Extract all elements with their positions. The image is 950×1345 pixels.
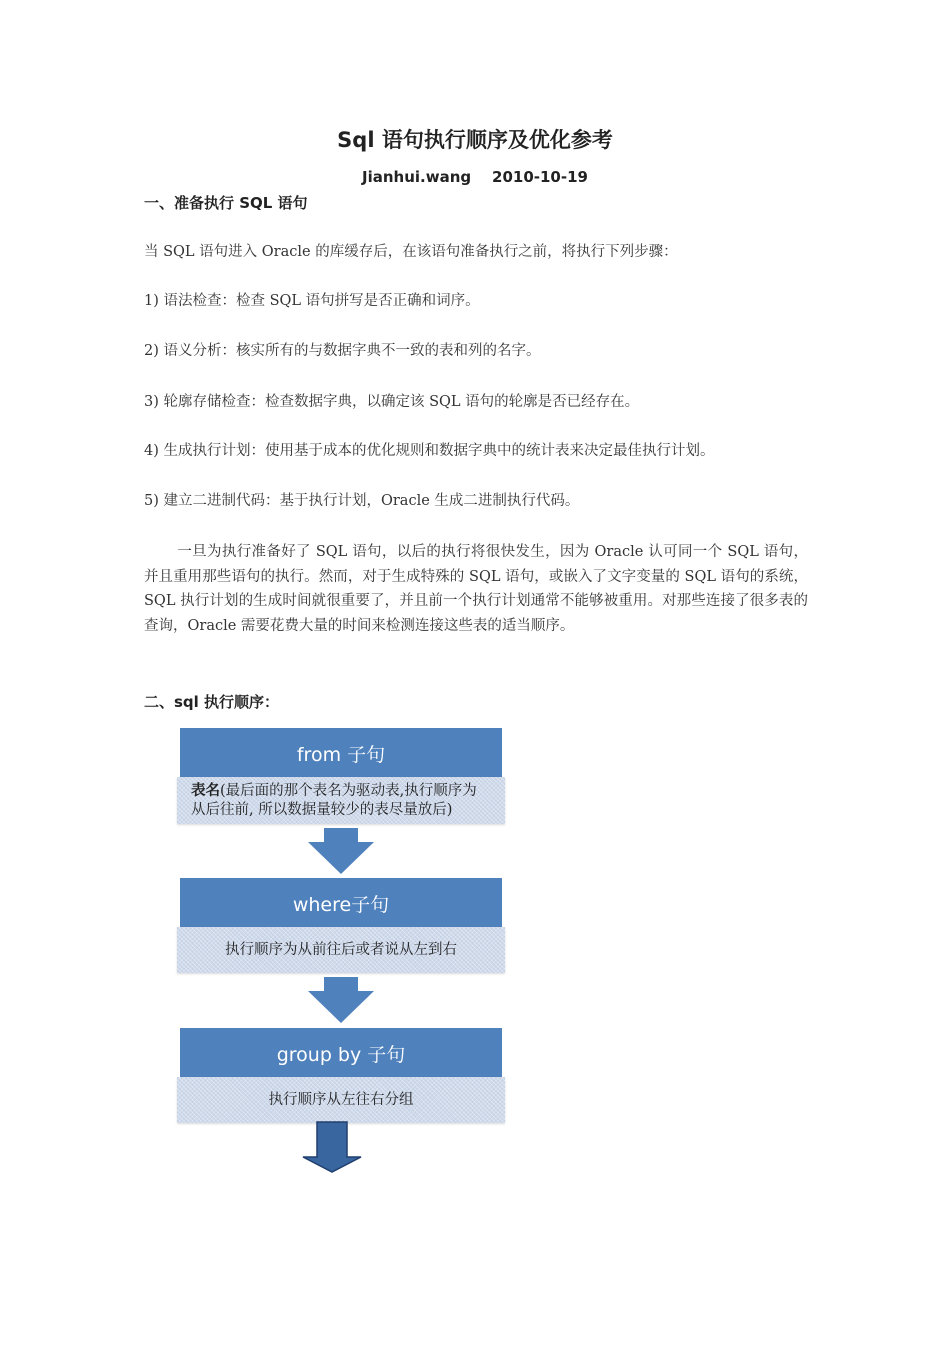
flow-step-where-body [177, 927, 505, 973]
document-title: Sql 语句执行顺序及优化参考 [337, 128, 613, 152]
flow-step-from-header: from 子句 [180, 728, 502, 778]
intro-text: 当 SQL 语句进入 Oracle 的库缓存后，在该语句准备执行之前，将执行下列步骤： [144, 244, 678, 260]
flow-arrow-down-icon [306, 828, 376, 876]
step-item: 4) 生成执行计划：使用基于成本的优化规则和数据字典中的统计表来决定最佳执行计划。 [144, 443, 715, 459]
flow-step-groupby-body [177, 1077, 505, 1123]
flow-step-groupby-desc: 执行顺序从左往右分组 [268, 1091, 414, 1108]
section-heading-order: 二、sql 执行顺序： [144, 693, 280, 711]
flow-step-from-desc-keyword: 表名 [191, 782, 220, 799]
step-item: 3) 轮廓存储检查：检查数据字典，以确定该 SQL 语句的轮廓是否已经存在。 [144, 394, 640, 410]
flow-step-groupby-header: group by 子句 [180, 1028, 502, 1078]
flow-step-from-body [177, 777, 505, 824]
flow-step-where-desc: 执行顺序为从前往后或者说从左到右 [225, 941, 457, 958]
step-item: 1) 语法检查：检查 SQL 语句拼写是否正确和词序。 [144, 293, 480, 309]
flow-arrow-down-icon [306, 977, 376, 1025]
flow-step-where-header: where子句 [180, 878, 502, 928]
flow-arrow-down-icon [300, 1121, 364, 1175]
flow-step-from-desc-text: (最后面的那个表名为驱动表,执行顺序为从后往前, 所以数据量较少的表尽量放后) [191, 783, 477, 818]
author-date-line: Jianhui.wang 2010-10-19 [362, 168, 588, 186]
section-heading-prepare: 一、准备执行 SQL 语句 [144, 194, 308, 212]
body-paragraph: 一旦为执行准备好了 SQL 语句，以后的执行将很快发生，因为 Oracle 认可同一个 SQL 语句，并且重用那些语句的执行。然而，对于生成特殊的 SQL 语句，或嵌入了文字变量的 SQL 语句的系统，SQL 执行计划的生成时间就很重要了，并且前一个执行计划通常不能够被重用。对那些连接了很多表的查询，Oracle 需要花费大量的时间来检测连接这些表的适当顺序。 [144, 544, 808, 634]
step-item: 5) 建立二进制代码：基于执行计划，Oracle 生成二进制执行代码。 [144, 493, 580, 509]
flow-step-from-desc [177, 781, 505, 820]
step-item: 2) 语义分析：核实所有的与数据字典不一致的表和列的名字。 [144, 343, 541, 359]
